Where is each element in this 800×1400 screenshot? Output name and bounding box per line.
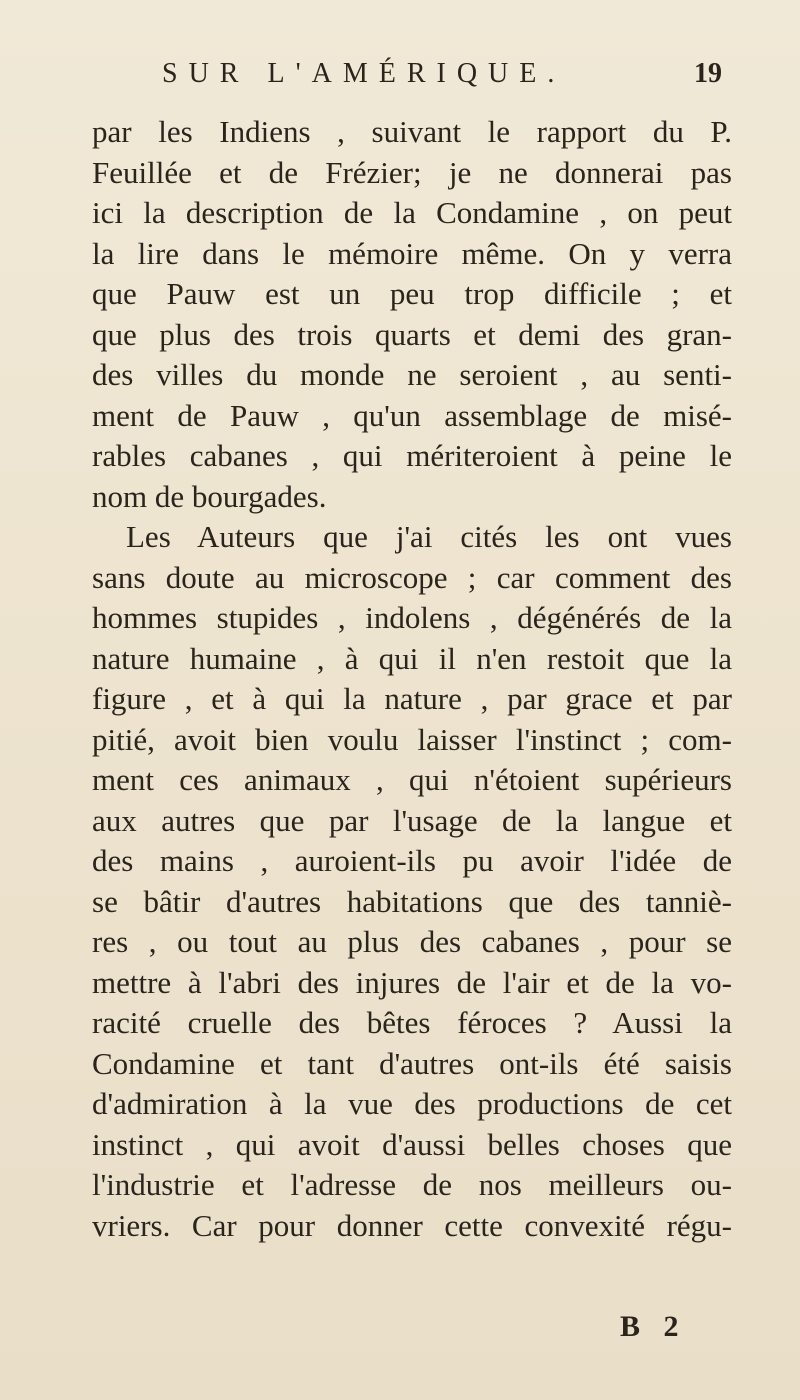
text-line: Feuillée et de Frézier; je ne donnerai pas	[92, 154, 732, 190]
text-line: que plus des trois quarts et demi des gran-	[92, 316, 732, 352]
text-line: res , ou tout au plus des cabanes , pour se	[92, 924, 732, 959]
text-line: par les Indiens , suivant le rapport du P.	[92, 114, 732, 149]
text-line: mettre à l'abri des injures de l'air et de la vo-	[92, 964, 732, 1000]
text-line: aux autres que par l'usage de la langue et	[92, 802, 732, 838]
text-line: vriers. Car pour donner cette convexité régu-	[92, 1207, 732, 1243]
page-number: 19	[694, 58, 722, 89]
text-line: hommes stupides , indolens , dégénérés de la	[92, 600, 732, 635]
text-line: nom de bourgades.	[92, 478, 327, 514]
text-line: sans doute au microscope ; car comment des	[92, 559, 732, 595]
text-line: des villes du monde ne seroient , au senti-	[92, 357, 732, 392]
text-line: que Pauw est un peu trop difficile ; et	[92, 276, 732, 311]
text-line: ment de Pauw , qu'un assemblage de misé-	[92, 397, 732, 433]
text-line: nature humaine , à qui il n'en restoit que la	[92, 640, 732, 676]
text-line: l'industrie et l'adresse de nos meilleurs ou-	[92, 1167, 732, 1202]
text-line: ici la description de la Condamine , on peut	[92, 195, 732, 230]
paragraph-start-line: Les Auteurs que j'ai cités les ont vues	[126, 519, 732, 554]
signature-mark: B 2	[620, 1310, 687, 1343]
running-head	[162, 58, 722, 98]
text-line: la lire dans le mémoire même. On y verra	[92, 235, 732, 271]
text-line: racité cruelle des bêtes féroces ? Aussi la	[92, 1005, 732, 1040]
text-line: ment ces animaux , qui n'étoient supérieurs	[92, 762, 732, 797]
text-line: instinct , qui avoit d'aussi belles choses que	[92, 1126, 732, 1162]
running-title: SUR L'AMÉRIQUE.	[162, 58, 566, 89]
text-line: des mains , auroient-ils pu avoir l'idée de	[92, 843, 732, 878]
text-line: pitié, avoit bien voulu laisser l'instinct ; com-	[92, 721, 732, 757]
text-line: se bâtir d'autres habitations que des tanniè-	[92, 883, 732, 919]
text-line: d'admiration à la vue des productions de cet	[92, 1086, 732, 1121]
text-line: Condamine et tant d'autres ont-ils été saisis	[92, 1045, 732, 1081]
text-line: rables cabanes , qui mériteroient à peine le	[92, 438, 732, 473]
text-line: figure , et à qui la nature , par grace et par	[92, 681, 732, 716]
body-text	[92, 112, 732, 1246]
